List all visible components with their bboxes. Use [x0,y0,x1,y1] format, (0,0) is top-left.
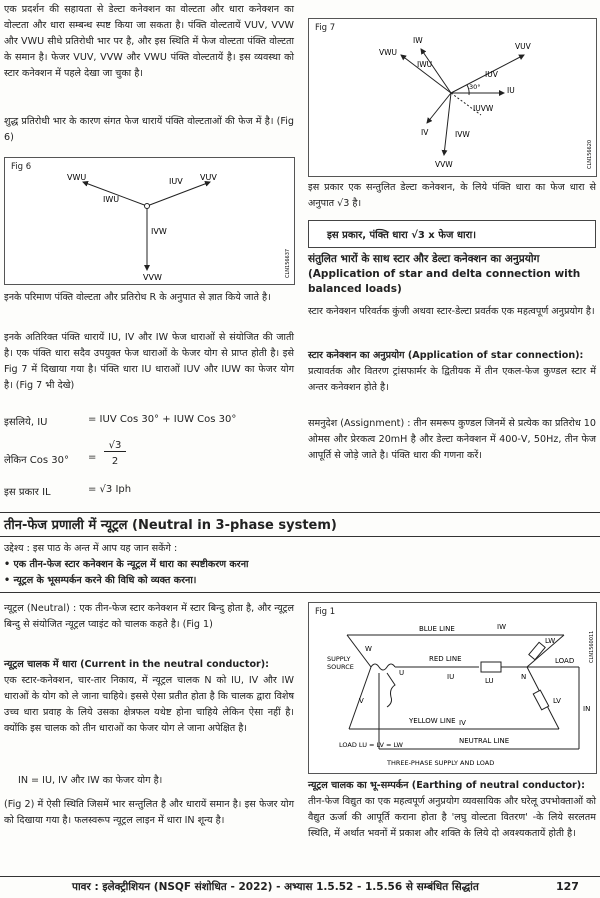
fig1-w: W [365,645,372,653]
application-heading: संतुलित भारों के साथ स्टार और डेल्टा कनेक्शन का अनुप्रयोग (Application of star and delta connection with balanced loads) [308,253,581,295]
intro-paragraph: एक प्रदर्शन की सहायता से डेल्टा कनेक्शन का वोल्टता और धारा कनेक्शन का वोल्टता और धारा सम्बन्ध स्पष्ट किया जा सकता है। पंक्ति वोल्टतायें VUV, VVW और VWU सीधे प्रतिरोधी भार पर है, और इस स्थिति में फेज वोल्टता पंक्ति वोल्टता के समान है। फेजर VUV, VVW और VWU पंक्ति वोल्टतायें है। इस व्यवस्था को स्टार कनेक्शन में पहले देखा जा चुका है। [4,4,294,79]
figure-6 [4,157,295,285]
fig6-vvw: VVW [143,273,162,282]
page-number: 127 [556,880,579,893]
fig1-v: V [359,697,364,705]
figure-label: Fig 1 [315,607,336,617]
vvw-phasor [444,93,451,155]
fig7-iwu: IWU [417,60,433,69]
fig1-load: LOAD [555,657,575,665]
fig6-phasor-diagram [5,158,294,284]
fig1-yellow: YELLOW LINE [409,717,456,725]
magnitude-paragraph: इनके परिमाण पंक्ति वोल्टता और प्रतिरोध R के अनुपात से ज्ञात किये जाते है। [4,292,271,303]
fig6-iuv: IUV [169,177,183,186]
resistive-load-paragraph: शुद्ध प्रतिरोधी भार के कारण संगत फेज धारायें पंक्ति वोल्टताओं की फेज में है। (Fig 6) [4,116,294,143]
neutral-current-heading: न्यूट्रल चालक में धारा (Current in the neutral conductor): [4,659,269,670]
fig1-blue: BLUE LINE [419,625,455,633]
fig7-iuv: IUV [485,70,498,79]
fig7-phasor-diagram [309,19,596,176]
load-lu [481,662,501,672]
objective-lead: उद्देश्य : इस पाठ के अन्त में आप यह जान सकेंगे : [4,543,178,554]
fig1-u: U [399,669,405,677]
eq2-equals: = [88,452,97,463]
section-rule-top [0,512,600,513]
fig1-loadeq: LOAD LU = LV = LW [339,741,403,749]
fig1-neutral: NEUTRAL LINE [459,737,510,745]
section-title: तीन-फेज प्रणाली में न्यूट्रल (Neutral in 3-phase system) [4,518,337,533]
eq2-numerator: √3 [104,440,126,452]
eq2-left: लेकिन Cos 30° [4,455,69,466]
eq2-denominator: 2 [111,456,119,467]
load-lv [533,690,549,710]
objective-bullet-1: • एक तीन-फेज स्टार कनेक्शन के न्यूट्रल में धारा का स्पष्टीकरण करना [4,559,249,570]
fig1-iv: IV [459,719,466,727]
eq3-right: = √3 Iph [88,484,132,495]
star-delta-paragraph: स्टार कनेक्शन परिवर्तक कुंजी अथवा स्टार-डेल्टा प्रवर्तक एक महत्वपूर्ण अनुप्रयोग है। [308,306,595,317]
fig6-iwu: IWU [103,195,120,204]
fig1-circuit-diagram [309,603,596,773]
eq3-left: इस प्रकार IL [4,487,51,498]
fig6-code: CLN156637 [285,248,291,278]
balanced-load-paragraph: (Fig 2) में ऐसी स्थिति जिसमें भार सन्तुलित है और धारायें समान है। इस फेजर योग को दिखाया गया है। फलस्वरूप न्यूट्रल लाइन में धारा IN शून्य है। [4,799,294,826]
neutral-current-paragraph: एक स्टार-कनेक्शन, चार-तार निकाय, में न्यूट्रल चालक N को IU, IV और IW धाराओं के योग को ले जाना चाहिये। इससे ऐसा प्रतीत होता है कि चालक द्वारा विशेष उच्च धारा प्रवाह के लिये उसका क्षेत्रफल यथेष्ट होना चाहिये लेकिन ऐसा नहीं है। क्योंकि इस चालक को तीन धाराओं का फेजर योग ले जाना अपेक्षित है। [4,675,294,734]
fig1-n: N [521,673,527,681]
figure-1 [308,602,597,774]
load-lw [529,642,545,659]
fig1-lw: LW [545,637,556,645]
fig1-lu: LU [485,677,494,685]
section-rule-bottom [0,592,600,593]
footer-text: पावर : इलेक्ट्रीशियन (NSQF संशोधित - 2022) - अभ्यास 1.5.52 - 1.5.56 से सम्बंधित सिद्धांत [72,881,479,893]
objective-bullet-2: • न्यूट्रल के भूसम्पर्कन करने की विधि को व्यक्त करना। [4,575,197,586]
neutral-current-equation: IN = IU, IV और IW का फेजर योग है। [18,775,163,786]
fig1-caption: THREE-PHASE SUPPLY AND LOAD [387,759,495,767]
fig7-iv: IV [421,128,429,137]
fig7-code: CLN156620 [587,139,593,169]
origin-point [145,204,150,209]
fig6-ivw: IVW [151,227,167,236]
iw-phasor [421,49,451,93]
fig7-vvw: VVW [435,160,453,169]
neutral-definition: न्यूट्रल (Neutral) : एक तीन-फेज स्टार कनेक्शन में स्टार बिन्दु होता है, और न्यूट्रल बिन्दु से संयोजित न्यूट्रल प्वाइंट को चालक कहते है। (Fig 1) [4,603,294,630]
earthing-heading: न्यूट्रल चालक का भू-सम्पर्कन (Earthing of neutral conductor): [308,780,586,791]
earthing-paragraph: तीन-फेज विद्युत का एक महत्वपूर्ण अनुप्रयोग व्यवसायिक और घरेलू उपभोक्ताओं को वैद्युत ऊर्जा की आपूर्ति कराना होता है 'लघु वोल्टता वितरण' -के लिये सरलतम स्थिति, में अर्थात भवनों में प्रकाश और शक्ति के लिये दो अवश्यकतायें होती है। [308,796,596,839]
fig1-red: RED LINE [429,655,462,663]
fig1-iw: IW [497,623,506,631]
supply-coil-w [371,664,395,670]
fig6-vwu: VWU [67,173,87,182]
star-application-paragraph: प्रत्यावर्तक और वितरण ट्रांसफार्मर के द्वितीयक में तीन एकल-फेज कुण्डल स्टार में अन्तर कनेक्शन होते है। [308,366,596,393]
fig1-supply2: SOURCE [327,663,354,671]
fig7-ivw: IVW [455,130,470,139]
fig7-angle: 30° [469,83,481,91]
star-application-subhead: स्टार कनेक्शन का अनुप्रयोग (Application of star connection): [308,350,584,361]
figure-label: Fig 7 [315,23,336,33]
eq1-left: इसलिये, IU [4,417,48,428]
fig7-vuv: VUV [515,42,531,51]
fig7-iuvw: IUVW [473,104,494,113]
supply-coil-v [387,673,395,707]
fig1-lv: LV [553,697,561,705]
footer-rule [0,876,600,877]
fig1-code: CLN1560011 [589,630,595,663]
section-rule-mid [0,536,600,537]
fig1-supply1: SUPPLY [327,655,351,663]
fig1-in: IN [583,705,591,713]
fig7-vwu: VWU [379,48,398,57]
fig7-iu: IU [507,86,515,95]
fig7-iw: IW [413,36,423,45]
figure-7 [308,18,597,177]
result-box [308,220,596,248]
assignment-paragraph: समनुदेश (Assignment) : तीन समरूप कुण्डल जिनमें से प्रत्येक का प्रतिरोध 10 ओमस और प्रेरकत्व 20mH है और डेल्टा कनेक्शन में 400-V, 50Hz, तीन फेज आपूर्ति से जोड़े जाते है। पंक्ति धारा की गणना करें। [308,418,596,461]
result-text: इस प्रकार, पंक्ति धारा √3 x फेज धारा। [327,230,477,241]
fig1-iu: IU [447,673,455,681]
line-current-paragraph: इनके अतिरिक्त पंक्ति धारायें IU, IV और IW फेज धाराओं से संयोजित की जाती है। एक पंक्ति धारा सदैव उपयुक्त फेज धाराओं के फेजर योग से प्राप्त होती है। इसे Fig 7 में दिखाया गया है। पंक्ति धारा IU धाराओं IUV और IUW का फेजर योग है। (Fig 7 भी देखे) [4,332,294,391]
fig6-vuv: VUV [200,173,217,182]
eq1-right: = IUV Cos 30° + IUW Cos 30° [88,414,237,425]
ratio-paragraph: इस प्रकार एक सन्तुलित डेल्टा कनेक्शन, के लिये पंक्ति धारा का फेज धारा से अनुपात √3 है। [308,182,596,209]
iv-phasor [427,93,451,123]
figure-label: Fig 6 [11,162,32,172]
